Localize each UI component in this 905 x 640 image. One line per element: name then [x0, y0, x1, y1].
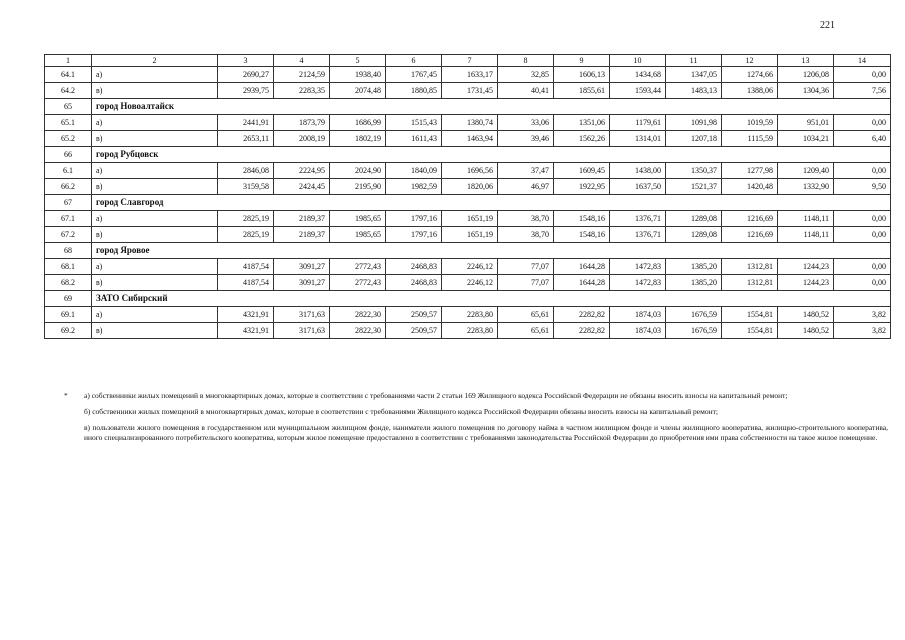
group-name: ЗАТО Сибирский	[92, 291, 891, 307]
footnote-item-a: а) собственники жилых помещений в многоквартирных домах, которые в соответствии с требованиями части 2 статьи 169 Жилищного кодекса Российской Федерации не обязаны вносить взносы на капитальный ремонт;	[84, 391, 788, 400]
value-cell: 4187,54	[218, 259, 274, 275]
value-cell: 2282,82	[554, 323, 610, 339]
value-cell: 1148,11	[778, 227, 834, 243]
value-cell: 32,85	[498, 67, 554, 83]
value-cell: 1686,99	[330, 115, 386, 131]
value-cell: 7,56	[834, 83, 891, 99]
row-number: 66.2	[45, 179, 92, 195]
value-cell: 2224,95	[274, 163, 330, 179]
value-cell: 4321,91	[218, 307, 274, 323]
value-cell: 1351,06	[554, 115, 610, 131]
table-row	[45, 115, 891, 131]
table-row	[45, 163, 891, 179]
value-cell: 1593,44	[610, 83, 666, 99]
value-cell: 1483,13	[666, 83, 722, 99]
value-cell: 1304,36	[778, 83, 834, 99]
value-cell: 1314,01	[610, 131, 666, 147]
value-cell: 2825,19	[218, 227, 274, 243]
value-cell: 0,00	[834, 227, 891, 243]
value-cell: 1676,59	[666, 307, 722, 323]
value-cell: 4187,54	[218, 275, 274, 291]
value-cell: 1922,95	[554, 179, 610, 195]
footnote-item-b: б) собственники жилых помещений в многоквартирных домах, которые в соответствии с требованиями Жилищного кодекса Российской Федерации обязаны вносить взносы на капитальный ремонт;	[84, 407, 718, 416]
table-row	[45, 323, 891, 339]
value-cell: 2939,75	[218, 83, 274, 99]
category-label: в)	[92, 179, 218, 195]
value-cell: 1244,23	[778, 275, 834, 291]
value-cell: 2189,37	[274, 227, 330, 243]
value-cell: 0,00	[834, 211, 891, 227]
value-cell: 1312,81	[722, 259, 778, 275]
tariff-table	[44, 54, 891, 339]
value-cell: 1731,45	[442, 83, 498, 99]
table-body	[45, 67, 891, 339]
value-cell: 1244,23	[778, 259, 834, 275]
group-row	[45, 147, 891, 163]
value-cell: 2424,45	[274, 179, 330, 195]
table-row	[45, 275, 891, 291]
column-header: 11	[666, 55, 722, 67]
value-cell: 1985,65	[330, 227, 386, 243]
group-name: город Новоалтайск	[92, 99, 891, 115]
value-cell: 1985,65	[330, 211, 386, 227]
value-cell: 2822,30	[330, 307, 386, 323]
column-header: 7	[442, 55, 498, 67]
value-cell: 1438,00	[610, 163, 666, 179]
category-label: в)	[92, 131, 218, 147]
value-cell: 46,97	[498, 179, 554, 195]
value-cell: 1380,74	[442, 115, 498, 131]
value-cell: 1548,16	[554, 211, 610, 227]
value-cell: 3091,27	[274, 259, 330, 275]
value-cell: 1874,03	[610, 307, 666, 323]
value-cell: 2509,57	[386, 323, 442, 339]
table-row	[45, 259, 891, 275]
category-label: а)	[92, 211, 218, 227]
value-cell: 1091,98	[666, 115, 722, 131]
value-cell: 1480,52	[778, 323, 834, 339]
value-cell: 65,61	[498, 323, 554, 339]
column-header: 9	[554, 55, 610, 67]
group-number: 65	[45, 99, 92, 115]
value-cell: 3,82	[834, 323, 891, 339]
value-cell: 1277,98	[722, 163, 778, 179]
value-cell: 2283,35	[274, 83, 330, 99]
value-cell: 2024,90	[330, 163, 386, 179]
column-header: 5	[330, 55, 386, 67]
value-cell: 2283,80	[442, 307, 498, 323]
table-row	[45, 307, 891, 323]
row-number: 6.1	[45, 163, 92, 179]
group-row	[45, 99, 891, 115]
value-cell: 2283,80	[442, 323, 498, 339]
value-cell: 1207,18	[666, 131, 722, 147]
category-label: в)	[92, 83, 218, 99]
value-cell: 2653,11	[218, 131, 274, 147]
value-cell: 2772,43	[330, 259, 386, 275]
value-cell: 2195,90	[330, 179, 386, 195]
value-cell: 0,00	[834, 163, 891, 179]
row-number: 68.2	[45, 275, 92, 291]
group-number: 69	[45, 291, 92, 307]
value-cell: 1797,16	[386, 211, 442, 227]
value-cell: 38,70	[498, 211, 554, 227]
group-name: город Рубцовск	[92, 147, 891, 163]
value-cell: 1644,28	[554, 259, 610, 275]
value-cell: 1420,48	[722, 179, 778, 195]
value-cell: 3159,58	[218, 179, 274, 195]
value-cell: 33,06	[498, 115, 554, 131]
column-number-row	[45, 55, 891, 67]
value-cell: 3,82	[834, 307, 891, 323]
value-cell: 2246,12	[442, 275, 498, 291]
column-header: 4	[274, 55, 330, 67]
value-cell: 2124,59	[274, 67, 330, 83]
value-cell: 1802,19	[330, 131, 386, 147]
footnotes	[64, 391, 888, 449]
value-cell: 0,00	[834, 115, 891, 131]
footnote-item-v: в) пользователи жилого помещения в государственном или муниципальном жилищном фонде, наниматели жилого помещения по договору найма в частном жилищном фонде и члены жилищного кооператива, жилищно-строительного кооператива, иного специализированного потребительского кооператива, которым жилое помещение предоставлено в соответствии с требованиями законодательства Российской Федерации до приобретения ими права собственности на такое жилое помещение.	[84, 423, 888, 442]
value-cell: 1696,56	[442, 163, 498, 179]
value-cell: 39,46	[498, 131, 554, 147]
value-cell: 2825,19	[218, 211, 274, 227]
value-cell: 0,00	[834, 259, 891, 275]
group-name: город Славгород	[92, 195, 891, 211]
value-cell: 1289,08	[666, 227, 722, 243]
value-cell: 1350,37	[666, 163, 722, 179]
group-name: город Яровое	[92, 243, 891, 259]
row-number: 67.2	[45, 227, 92, 243]
value-cell: 2509,57	[386, 307, 442, 323]
value-cell: 1651,19	[442, 211, 498, 227]
value-cell: 1609,45	[554, 163, 610, 179]
category-label: в)	[92, 227, 218, 243]
value-cell: 1376,71	[610, 211, 666, 227]
value-cell: 1434,68	[610, 67, 666, 83]
value-cell: 2074,48	[330, 83, 386, 99]
group-number: 66	[45, 147, 92, 163]
column-header: 1	[45, 55, 92, 67]
group-row	[45, 243, 891, 259]
value-cell: 1463,94	[442, 131, 498, 147]
footnote-marker: *	[64, 391, 68, 400]
value-cell: 2690,27	[218, 67, 274, 83]
row-number: 64.2	[45, 83, 92, 99]
value-cell: 1982,59	[386, 179, 442, 195]
table-row	[45, 83, 891, 99]
value-cell: 2189,37	[274, 211, 330, 227]
value-cell: 1611,43	[386, 131, 442, 147]
column-header: 6	[386, 55, 442, 67]
value-cell: 1606,13	[554, 67, 610, 83]
value-cell: 3171,63	[274, 323, 330, 339]
category-label: а)	[92, 163, 218, 179]
value-cell: 1385,20	[666, 275, 722, 291]
value-cell: 1874,03	[610, 323, 666, 339]
table-row	[45, 211, 891, 227]
value-cell: 3171,63	[274, 307, 330, 323]
value-cell: 1515,43	[386, 115, 442, 131]
value-cell: 1209,40	[778, 163, 834, 179]
value-cell: 37,47	[498, 163, 554, 179]
row-number: 68.1	[45, 259, 92, 275]
value-cell: 951,01	[778, 115, 834, 131]
value-cell: 1019,59	[722, 115, 778, 131]
value-cell: 1472,83	[610, 259, 666, 275]
group-row	[45, 291, 891, 307]
value-cell: 77,07	[498, 275, 554, 291]
column-header: 8	[498, 55, 554, 67]
value-cell: 3091,27	[274, 275, 330, 291]
value-cell: 0,00	[834, 275, 891, 291]
value-cell: 2846,08	[218, 163, 274, 179]
value-cell: 1216,69	[722, 211, 778, 227]
value-cell: 1216,69	[722, 227, 778, 243]
value-cell: 2282,82	[554, 307, 610, 323]
value-cell: 1880,85	[386, 83, 442, 99]
value-cell: 77,07	[498, 259, 554, 275]
column-header: 2	[92, 55, 218, 67]
value-cell: 1388,06	[722, 83, 778, 99]
category-label: а)	[92, 115, 218, 131]
row-number: 64.1	[45, 67, 92, 83]
value-cell: 1651,19	[442, 227, 498, 243]
value-cell: 1840,09	[386, 163, 442, 179]
table-row	[45, 67, 891, 83]
row-number: 65.1	[45, 115, 92, 131]
column-header: 12	[722, 55, 778, 67]
value-cell: 1644,28	[554, 275, 610, 291]
value-cell: 1938,40	[330, 67, 386, 83]
value-cell: 1855,61	[554, 83, 610, 99]
row-number: 67.1	[45, 211, 92, 227]
value-cell: 1521,37	[666, 179, 722, 195]
category-label: в)	[92, 275, 218, 291]
value-cell: 1562,26	[554, 131, 610, 147]
value-cell: 1347,05	[666, 67, 722, 83]
value-cell: 2441,91	[218, 115, 274, 131]
value-cell: 9,50	[834, 179, 891, 195]
value-cell: 1633,17	[442, 67, 498, 83]
value-cell: 1034,21	[778, 131, 834, 147]
value-cell: 65,61	[498, 307, 554, 323]
value-cell: 2008,19	[274, 131, 330, 147]
value-cell: 40,41	[498, 83, 554, 99]
value-cell: 1820,06	[442, 179, 498, 195]
value-cell: 1873,79	[274, 115, 330, 131]
table-row	[45, 179, 891, 195]
value-cell: 1554,81	[722, 307, 778, 323]
row-number: 69.1	[45, 307, 92, 323]
value-cell: 1179,61	[610, 115, 666, 131]
value-cell: 2246,12	[442, 259, 498, 275]
value-cell: 1312,81	[722, 275, 778, 291]
value-cell: 1637,50	[610, 179, 666, 195]
value-cell: 2822,30	[330, 323, 386, 339]
row-number: 65.2	[45, 131, 92, 147]
group-row	[45, 195, 891, 211]
value-cell: 1289,08	[666, 211, 722, 227]
value-cell: 1797,16	[386, 227, 442, 243]
page-number: 221	[820, 20, 835, 31]
value-cell: 1274,66	[722, 67, 778, 83]
value-cell: 1554,81	[722, 323, 778, 339]
value-cell: 0,00	[834, 67, 891, 83]
value-cell: 6,40	[834, 131, 891, 147]
group-number: 67	[45, 195, 92, 211]
column-header: 14	[834, 55, 891, 67]
value-cell: 1148,11	[778, 211, 834, 227]
value-cell: 1332,90	[778, 179, 834, 195]
category-label: а)	[92, 259, 218, 275]
group-number: 68	[45, 243, 92, 259]
value-cell: 1548,16	[554, 227, 610, 243]
column-header: 3	[218, 55, 274, 67]
value-cell: 2772,43	[330, 275, 386, 291]
value-cell: 1676,59	[666, 323, 722, 339]
row-number: 69.2	[45, 323, 92, 339]
value-cell: 38,70	[498, 227, 554, 243]
value-cell: 1206,08	[778, 67, 834, 83]
value-cell: 1480,52	[778, 307, 834, 323]
value-cell: 1385,20	[666, 259, 722, 275]
value-cell: 1767,45	[386, 67, 442, 83]
category-label: в)	[92, 323, 218, 339]
value-cell: 1376,71	[610, 227, 666, 243]
category-label: а)	[92, 67, 218, 83]
value-cell: 2468,83	[386, 259, 442, 275]
value-cell: 2468,83	[386, 275, 442, 291]
table-row	[45, 131, 891, 147]
category-label: а)	[92, 307, 218, 323]
column-header: 13	[778, 55, 834, 67]
value-cell: 4321,91	[218, 323, 274, 339]
table-row	[45, 227, 891, 243]
value-cell: 1472,83	[610, 275, 666, 291]
value-cell: 1115,59	[722, 131, 778, 147]
column-header: 10	[610, 55, 666, 67]
